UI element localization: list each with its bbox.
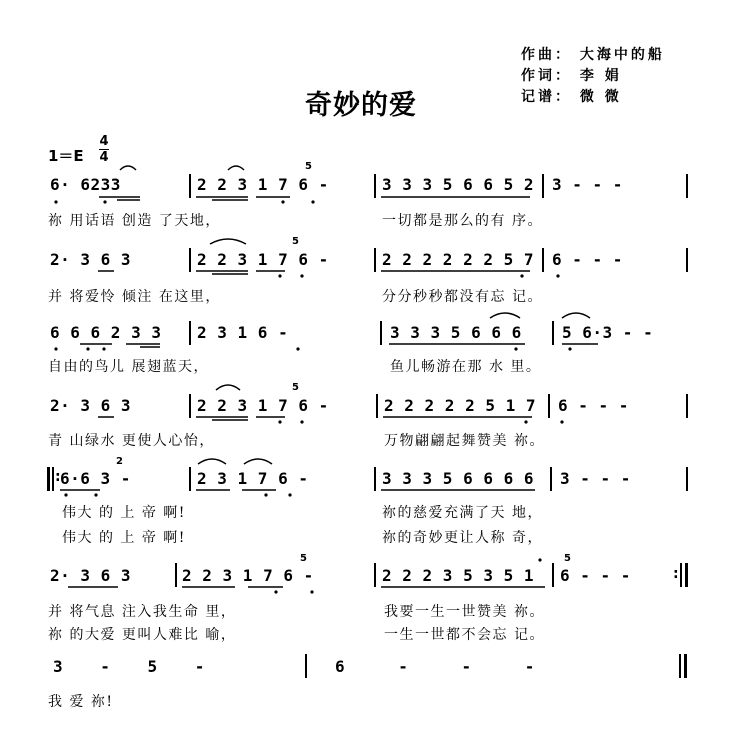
row1-measure1: 6· 6233 — [50, 175, 121, 194]
row4-measure2: 2 2 3 1 7 6 - — [197, 396, 329, 415]
time-signature-top: 4 — [99, 134, 109, 149]
row2-lyric-b: 分分秒秒都没有忘 记。 — [382, 289, 543, 305]
row2-measure4: 6 - - - — [552, 250, 623, 269]
row6-lyric-a: 并 将气息 注入我生命 里， — [48, 604, 237, 620]
transcriber-credit: 记谱： 微 微 — [521, 89, 622, 105]
row6-lyric2-a: 祢 的大爱 更叫人难比 喻， — [48, 627, 237, 643]
row6-measure4: 6 - - - — [560, 566, 631, 585]
time-signature-bottom: 4 — [99, 150, 109, 165]
row5-measure4: 3 - - - — [560, 469, 631, 488]
row7-measure2: 6 - - - — [335, 657, 557, 676]
row3-lyric-a: 自由的鸟儿 展翅蓝天， — [48, 359, 209, 375]
row1-grace-note: 5 — [305, 161, 312, 172]
row1-lyric-a: 祢 用话语 创造 了天地， — [48, 213, 221, 229]
row4-grace-note: 5 — [292, 382, 299, 393]
row4-lyric-b: 万物翩翩起舞赞美 祢。 — [384, 433, 545, 449]
row3-measure4: 5 6·3 - - — [562, 323, 654, 342]
row6-grace-note-2: 5 — [564, 553, 571, 564]
repeat-dots: : — [55, 469, 61, 485]
row1-measure2: 2 2 3 1 7 6 - — [197, 175, 329, 194]
row4-measure1: 2· 3 6 3 — [50, 396, 132, 415]
row7-measure1: 3 - 5 - — [53, 657, 219, 676]
song-title: 奇妙的爱 — [305, 90, 417, 121]
row4-lyric-a: 青 山绿水 更使人心怡， — [48, 433, 215, 449]
row2-measure3: 2 2 2 2 2 2 5 7 — [382, 250, 534, 269]
row2-measure2: 2 2 3 1 7 6 - — [197, 250, 329, 269]
row2-lyric-a: 并 将爱怜 倾注 在这里， — [48, 289, 221, 305]
lyricist-credit: 作词： 李 娟 — [521, 68, 622, 84]
row1-measure4: 3 - - - — [552, 175, 623, 194]
row1-measure3: 3 3 3 5 6 6 5 2 — [382, 175, 534, 194]
row3-measure1: 6 6 6 2 3 3 — [50, 323, 162, 342]
row7-lyric: 我 爱 祢! — [48, 694, 114, 710]
row6-measure2: 2 2 3 1 7 6 - — [182, 566, 314, 585]
repeat-end-dots: : — [673, 566, 679, 582]
row6-measure3: 2 2 2 3 5 3 5 1 — [382, 566, 534, 585]
row3-measure2: 2 3 1 6 - — [197, 323, 289, 342]
row5-lyric2-b: 祢的奇妙更让人称 奇， — [382, 530, 543, 546]
row3-measure3: 3 3 3 5 6 6 6 — [390, 323, 522, 342]
row4-measure4: 6 - - - — [558, 396, 629, 415]
row2-measure1: 2· 3 6 3 — [50, 250, 132, 269]
row6-measure1: 2· 3 6 3 — [50, 566, 132, 585]
row6-lyric-b: 我要一生一世赞美 祢。 — [384, 604, 545, 620]
row5-measure2: 2 3 1 7 6 - — [197, 469, 309, 488]
key-signature: 1＝E — [48, 147, 84, 165]
row2-grace-note: 5 — [292, 236, 299, 247]
row5-lyric-b: 祢的慈爱充满了天 地， — [382, 505, 543, 521]
row5-lyric-a: 伟大 的 上 帝 啊! — [62, 505, 186, 521]
row3-lyric-b: 鱼儿畅游在那 水 里。 — [390, 359, 542, 375]
row1-lyric-b: 一切都是那么的有 序。 — [382, 213, 543, 229]
row6-lyric2-b: 一生一世都不会忘 记。 — [384, 627, 545, 643]
row6-grace-note: 5 — [300, 553, 307, 564]
row5-grace-note: 2 — [116, 456, 123, 467]
row4-measure3: 2 2 2 2 2 5 1 7 — [384, 396, 536, 415]
composer-credit: 作曲： 大海中的船 — [521, 47, 665, 63]
row5-measure3: 3 3 3 5 6 6 6 6 — [382, 469, 534, 488]
row5-measure1: 6·6 3 - — [60, 469, 131, 488]
row5-lyric2-a: 伟大 的 上 帝 啊! — [62, 530, 186, 546]
